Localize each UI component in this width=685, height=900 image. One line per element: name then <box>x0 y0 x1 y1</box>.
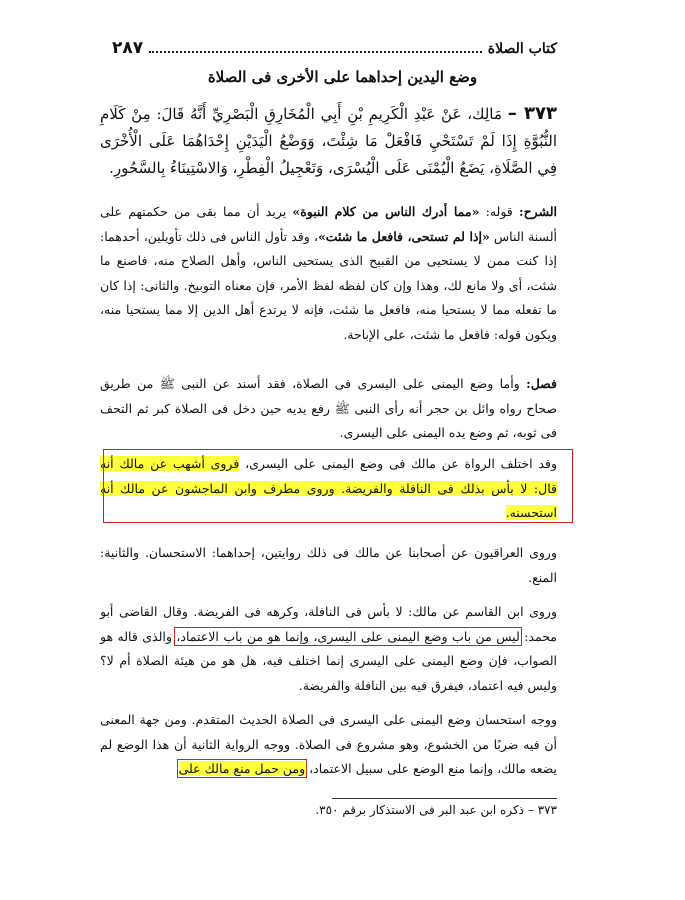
highlighted-passage-malik: ومن حمل منع مالك على <box>178 761 306 776</box>
sharh-text-3: ، وقد تأول الناس فى ذلك تأويلين، أحدهما: إذا كنت ممن لا يستحيى من القبيح الذى يستحيى الناس، وأهل الصلاح منه، فاصنع ما شئت، أى ولا مانع لك، وهذا وإن كان لفظه لفظ الأمر، فإن معناه التوبيخ. والثانى: إذا كان ما تفعله مما لا يستحيا منه، فافعل ما شئت، فإنه لا يرتدع أهل الدين إلا مما يستحيا منه، ويكون قوله: فافعل ما شئت، على الإباحة. <box>100 228 557 342</box>
ibn-alqasim-text-after: والذى قاله هو الصواب، فإن وضع اليمنى على اليسرى إنما اختلف فيه، هل هو من هيئة الصلاة أم لا؟ وليس فيه اعتماد، فيفرق فيه بين النافلة والفريضة. <box>100 628 557 693</box>
page-number: ٢٨٧ <box>112 38 144 58</box>
istihsan-paragraph <box>100 708 557 782</box>
fasl-label: فصل: <box>526 376 557 391</box>
ibn-alqasim-text-before: وروى ابن القاسم عن مالك: لا بأس فى النافلة، وكرهه فى الفريضة. وقال القاضى أبو محمد: <box>100 604 557 644</box>
boxed-passage-itimad: ليس من باب وضع اليمنى على اليسرى، وإنما هو من باب الاعتماد، <box>176 628 520 644</box>
running-header <box>112 38 557 58</box>
narrators-text: وقد اختلف الرواة عن مالك فى وضع اليمنى على اليسرى، <box>239 456 557 471</box>
sharh-text-1: قوله: <box>479 204 519 219</box>
istihsan-text: ووجه استحسان وضع اليمنى على اليسرى فى الصلاة الحديث المتقدم. ومن جهة المعنى أن فيه ضربًا من الخشوع، وهو مشروع فى الصلاة. ووجه الرواية الثانية أن هذا الوضع لم يضعه مالك، وإنما منع الوضع على سبيل الاعتماد، <box>100 712 557 776</box>
narrators-paragraph <box>100 452 557 526</box>
hadith-number: ٣٧٣ – <box>507 103 557 124</box>
ibn-alqasim-paragraph <box>100 600 557 698</box>
sharh-paragraph <box>100 200 557 347</box>
sharh-quote-2: «إذا لم تستحى، فافعل ما شئت» <box>317 228 490 244</box>
iraqi-paragraph: وروى العراقيون عن أصحابنا عن مالك فى ذلك روايتين، إحداهما: الاستحسان. والثانية: المنع. <box>100 545 557 585</box>
hadith-text <box>100 100 557 182</box>
fasl-text: وأما وضع اليمنى على اليسرى فى الصلاة، فقد أسند عن النبى ﷺ من طريق صحاح رواه وائل بن حجر أنه رأى النبى ﷺ رفع يديه حين دخل فى الصلاة كبر ثم التحف فى ثوبه، ثم وضع يده اليمنى على اليسرى. <box>100 376 557 440</box>
hadith-body: مَالِك، عَنْ عَبْدِ الْكَرِيمِ بْنِ أَبِي الْمُخَارِقِ الْبَصْرِيِّ أَنَّهُ قَالَ: مِنْ كَلَامِ النُّبُوَّةِ إِذَا لَمْ تَسْتَحْيِ فَافْعَلْ مَا شِئْتَ، وَوَضْعُ الْيَدَيْنِ إِحْدَاهُمَا عَلَى الْأُخْرَى فِي الصَّلَاةِ، يَضَعُ الْيُمْنَى عَلَى الْيُسْرَى، وَتَعْجِيلُ الْفِطْرِ، وَالاسْتِينَاءُ بِالسَّحُورِ. <box>100 105 557 177</box>
fasl-paragraph <box>100 372 557 446</box>
book-title: كتاب الصلاة <box>487 41 557 57</box>
header-dot-leader <box>149 41 482 53</box>
chapter-title: وضع اليدين إحداهما على الأخرى فى الصلاة <box>207 68 478 86</box>
sharh-label: الشرح: <box>518 204 557 219</box>
footnote-separator <box>332 798 557 799</box>
sharh-text-2: يريد أن مما بقى من حكمتهم على ألسنة الناس <box>100 204 557 244</box>
footnote: ٣٧٣ – ذكره ابن عبد البر فى الاستذكار برقم ٣٥٠. <box>315 803 557 817</box>
sharh-quote-1: «مما أدرك الناس من كلام النبوة» <box>292 204 480 219</box>
highlighted-passage-ashhab: فروى أشهب عن مالك أنه قال: لا بأس بذلك فى النافلة والفريضة. وروى مطرف وابن الماجشون عن مالك أنه استحسنه. <box>100 456 557 520</box>
